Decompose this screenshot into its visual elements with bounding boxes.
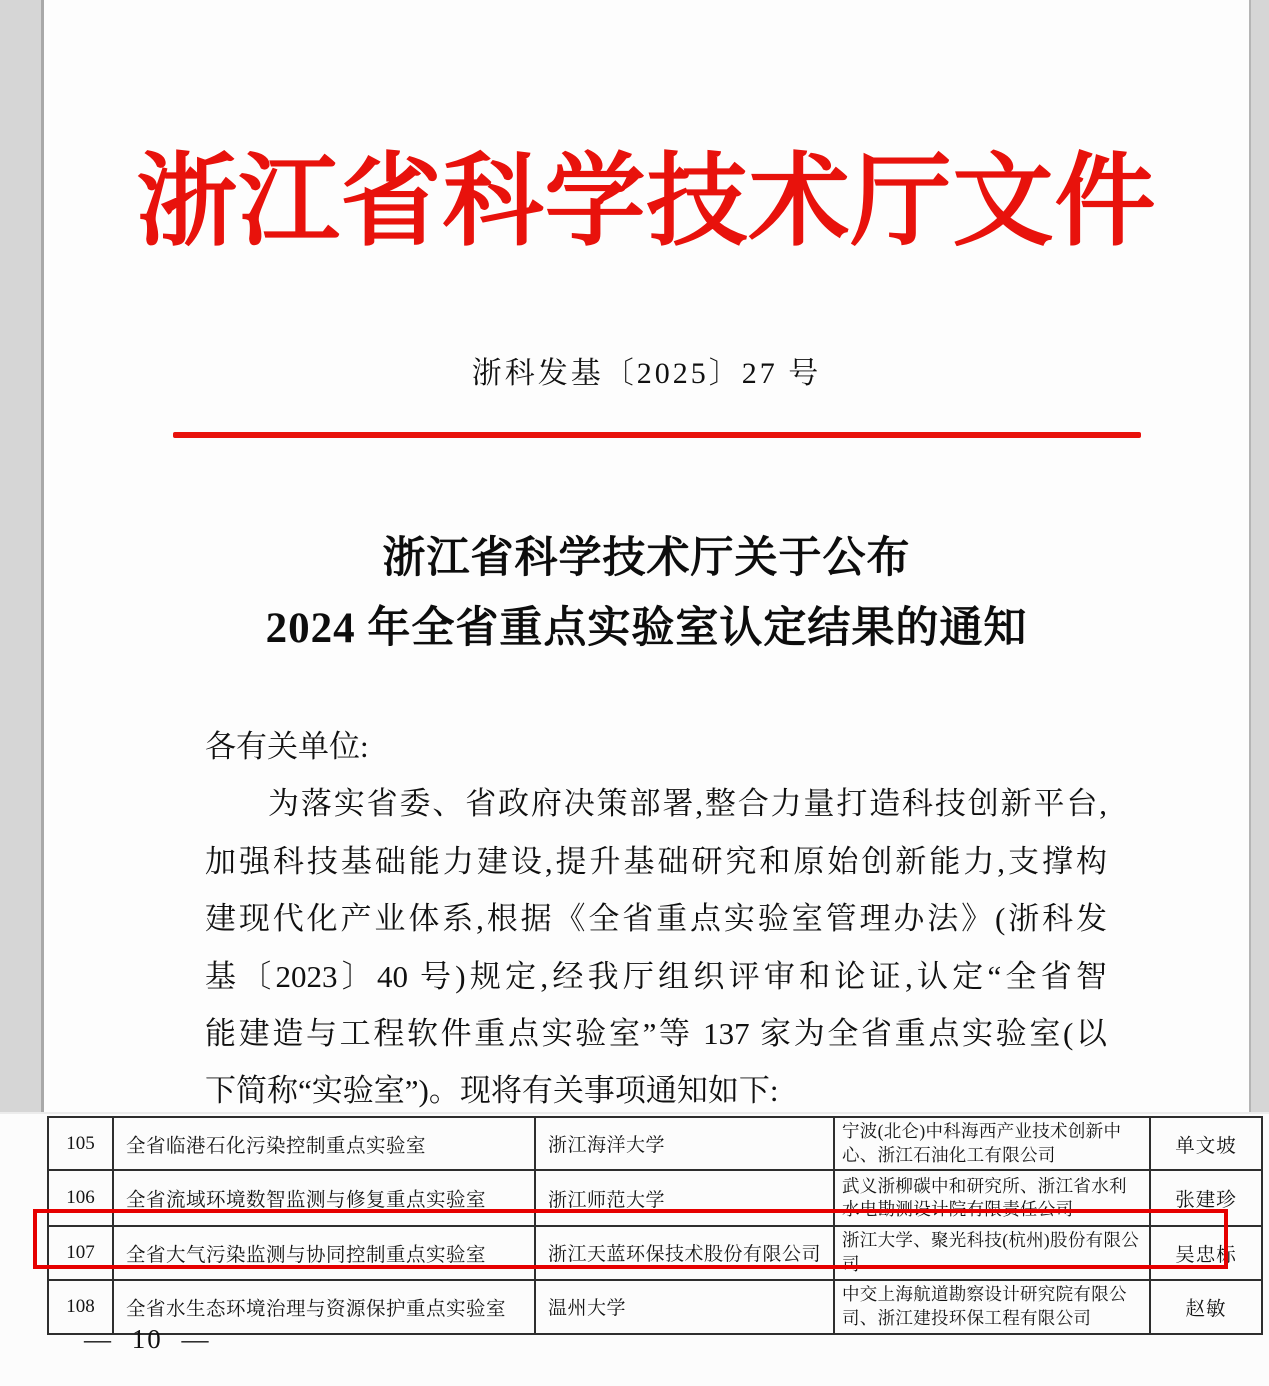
director-cell: 赵敏	[1150, 1280, 1262, 1334]
institution-cell: 浙江师范大学	[535, 1170, 834, 1226]
section-seam-divider	[0, 1112, 1269, 1114]
director-cell: 单文坡	[1150, 1117, 1262, 1170]
body-line: 下简称“实验室”)。现将有关事项通知如下:	[205, 1073, 779, 1109]
table-row	[48, 1280, 1262, 1334]
partners-cell: 武义浙柳碳中和研究所、浙江省水利水电勘测设计院有限责任公司	[834, 1170, 1150, 1226]
row-number-cell: 105	[48, 1117, 113, 1170]
body-line: 为落实省委、省政府决策部署,整合力量打造科技创新平台,	[268, 786, 1107, 822]
notice-title-line1: 浙江省科学技术厅关于公布	[382, 535, 911, 582]
partners-cell: 浙江大学、聚光科技(杭州)股份有限公司	[834, 1226, 1150, 1279]
document-number: 浙科发基〔2025〕27 号	[471, 357, 822, 390]
right-margin-strip	[1249, 0, 1269, 1112]
red-letterhead-title: 浙江省科学技术厅文件	[136, 146, 1157, 258]
salutation-line: 各有关单位:	[205, 729, 369, 764]
left-margin-strip	[0, 0, 44, 1112]
red-divider-rule	[173, 432, 1141, 438]
lab-name-cell: 全省大气污染监测与协同控制重点实验室	[113, 1226, 535, 1279]
table-row	[48, 1117, 1262, 1170]
red-highlight-annotation-box	[33, 1209, 1228, 1269]
row-number-cell: 108	[48, 1280, 113, 1334]
partners-cell: 中交上海航道勘察设计研究院有限公司、浙江建投环保工程有限公司	[834, 1280, 1150, 1334]
lab-name-cell: 全省临港石化污染控制重点实验室	[113, 1117, 535, 1170]
body-line: 加强科技基础能力建设,提升基础研究和原始创新能力,支撑构	[205, 843, 1107, 879]
row-number-cell: 107	[48, 1226, 113, 1279]
director-cell: 张建珍	[1150, 1170, 1262, 1226]
row-number-cell: 106	[48, 1170, 113, 1226]
body-line: 建现代化产业体系,根据《全省重点实验室管理办法》(浙科发	[205, 901, 1107, 937]
institution-cell: 浙江海洋大学	[535, 1117, 834, 1170]
partners-cell: 宁波(北仑)中科海西产业技术创新中心、浙江石油化工有限公司	[834, 1117, 1150, 1170]
document-page	[44, 0, 1249, 1112]
page-number: — 10 —	[84, 1324, 211, 1354]
institution-cell: 浙江天蓝环保技术股份有限公司	[535, 1226, 834, 1279]
lab-name-cell: 全省水生态环境治理与资源保护重点实验室	[113, 1280, 535, 1334]
institution-cell: 温州大学	[535, 1280, 834, 1334]
body-line: 能建造与工程软件重点实验室”等 137 家为全省重点实验室(以	[205, 1015, 1107, 1051]
director-cell: 吴忠标	[1150, 1226, 1262, 1279]
notice-body	[205, 718, 1107, 1120]
notice-title-line2: 2024 年全省重点实验室认定结果的通知	[265, 605, 1028, 652]
lab-name-cell: 全省流域环境数智监测与修复重点实验室	[113, 1170, 535, 1226]
body-line: 基〔2023〕40 号)规定,经我厅组织评审和论证,认定“全省智	[205, 958, 1107, 994]
